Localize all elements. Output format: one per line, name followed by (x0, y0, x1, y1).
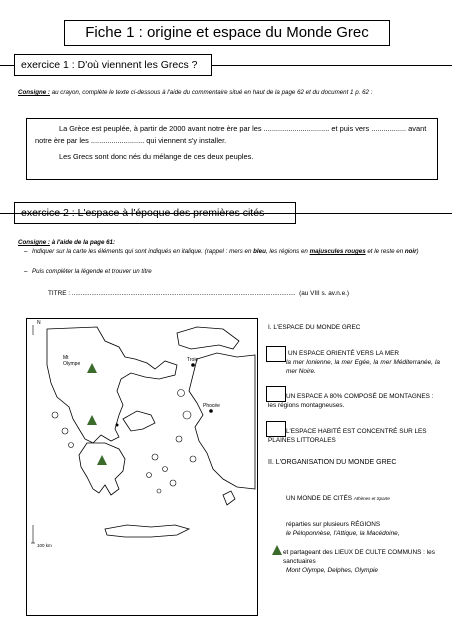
island (190, 456, 196, 462)
island (178, 390, 185, 397)
conclusion-paragraph: Les Grecs sont donc nés du mélange de ces deux peuples. (59, 152, 254, 161)
island (176, 436, 182, 442)
rouges-keyword: majuscules rouges (309, 248, 366, 255)
legend-item-1-text: la mer Ionienne, la mer Egée, la mer Méditerranée, la mer Noire. (286, 359, 440, 375)
fill-in-paragraph[interactable]: La Grèce est peuplée, à partir de 2000 avant notre ère par les ................................ et puis vers ................. avant notre ère par les .......................... qui viennent s'y installer. (35, 124, 427, 145)
consigne-text: au crayon, complète le texte ci-dessous à l'aide du commentaire situé en haut de la page 62 et du document 1 p. 62 : (49, 89, 373, 96)
island (157, 489, 161, 493)
island (62, 428, 68, 434)
city-dot (191, 363, 195, 367)
map-frame[interactable] (26, 318, 258, 616)
legend-box-sea[interactable] (266, 346, 286, 362)
legend-item-6-text: Mont Olympe, Delphes, Olympie (286, 567, 378, 574)
exercise2-heading: exercice 2 : L'espace à l'époque des premières cités (14, 202, 296, 224)
mainland-greece (47, 327, 177, 443)
asia-minor (189, 353, 255, 489)
legend-item-4-small: Athènes et Sparte (353, 496, 390, 501)
exercise1-heading: exercice 1 : D'où viennent les Grecs ? (14, 54, 212, 76)
legend-item-6-title: et partageant des LIEUX DE CULTE COMMUNS : les sanctuaires (283, 549, 435, 565)
titre-suffix: (au VIII s. av.n.e.) (299, 290, 350, 297)
island (163, 467, 168, 472)
legend-item-1-title: UN ESPACE ORIENTÉ VERS LA MER (288, 350, 400, 357)
fill-in-text-box (26, 118, 438, 180)
island (52, 412, 58, 418)
ex2-consigne (18, 238, 418, 247)
troie-label: Troie (187, 357, 199, 363)
ex1-consigne (18, 88, 418, 97)
consigne-text: à l'aide de la page 61: (49, 239, 116, 246)
legend-section-2-title: II. L'ORGANISATION DU MONDE GREC (268, 459, 397, 466)
legend-item-5-text: le Péloponnèse, l'Attique, la Macédoine, (286, 530, 400, 537)
rhodes (223, 491, 235, 505)
peloponnese (79, 443, 125, 495)
island (147, 473, 152, 478)
island (69, 443, 74, 448)
legend-section-1-title: I. L'ESPACE DU MONDE GREC (268, 324, 361, 331)
island (170, 480, 176, 486)
legend-item-4: UN MONDE DE CITÉS Athènes et Sparte (286, 495, 390, 502)
scale-label: 100 km (37, 543, 52, 548)
euboea (123, 411, 155, 431)
titre-line[interactable]: TITRE : .............................................................................................................................. (au VIII s. av.n.e.) (48, 290, 350, 297)
bleu-keyword: bleu (253, 248, 266, 255)
noir-keyword: noir (404, 248, 417, 255)
crete (105, 525, 189, 537)
mt-olympe-label: Mt Olympe (63, 355, 81, 367)
instruction-item-2: – Puis compléter la légende et trouver un titre (24, 268, 152, 275)
island (183, 411, 191, 419)
instruction-item-1: – Indiquer sur la carte les éléments qui sont indiqués en italique. (rappel : mers en bleu, les régions en majuscules rouges et le reste en noir) (24, 248, 419, 255)
city-dot (116, 424, 119, 427)
legend-item-3-title: L'ESPACE HABITÉ EST CONCENTRÉ SUR LES PLAINES LITTORALES (268, 428, 427, 444)
consigne-label: Consigne : (18, 239, 50, 246)
phocee-label: Phocée (203, 403, 220, 409)
legend-item-5-title: réparties sur plusieurs RÉGIONS (286, 521, 381, 528)
island (152, 454, 158, 460)
city-dot (209, 409, 213, 413)
page-title: Fiche 1 : origine et espace du Monde Grec (64, 20, 390, 46)
greece-map (27, 319, 257, 615)
legend-item-2-title: UN ESPACE A 80% COMPOSÉ DE MONTAGNES : les régions montagneuses. (268, 393, 434, 409)
thrace (177, 327, 239, 349)
mountain-legend-icon (272, 545, 282, 555)
north-label: N (37, 320, 41, 326)
consigne-label: Consigne : (18, 89, 50, 96)
